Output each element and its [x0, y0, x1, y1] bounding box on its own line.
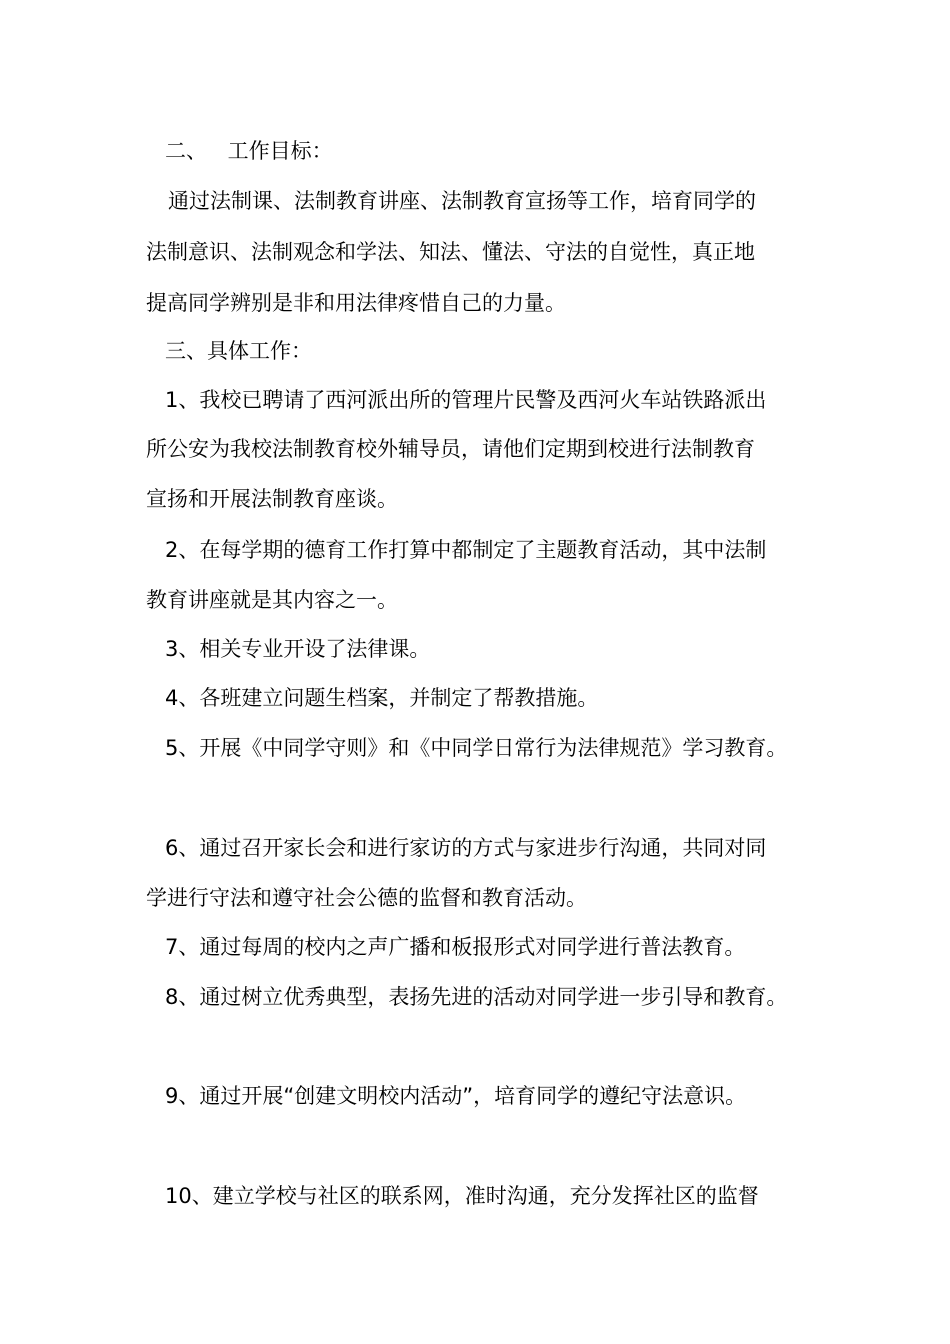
list-item-line: 8、通过树立优秀典型，表扬先进的活动对同学进一步引导和教育。 [165, 985, 788, 1009]
list-item-line: 6、通过召开家长会和进行家访的方式与家进步行沟通，共同对同 [165, 836, 767, 860]
list-item-line: 2、在每学期的德育工作打算中都制定了主题教育活动，其中法制 [165, 538, 767, 562]
list-item-line: 7、通过每周的校内之声广播和板报形式对同学进行普法教育。 [165, 935, 746, 959]
list-item-line: 所公安为我校法制教育校外辅导员，请他们定期到校进行法制教育 [146, 437, 755, 461]
paragraph-line: 通过法制课、法制教育讲座、法制教育宣扬等工作，培育同学的 [168, 189, 756, 213]
list-item-line: 4、各班建立问题生档案，并制定了帮教措施。 [165, 686, 599, 710]
list-item-line: 3、相关专业开设了法律课。 [165, 637, 431, 661]
paragraph-line: 法制意识、法制观念和学法、知法、懂法、守法的自觉性，真正地 [146, 240, 755, 264]
paragraph-line: 提高同学辨别是非和用法律疼惜自己的力量。 [146, 291, 566, 315]
list-item-line: 1、我校已聘请了西河派出所的管理片民警及西河火车站铁路派出 [165, 388, 767, 412]
list-item-line: 9、通过开展“创建文明校内活动”，培育同学的遵纪守法意识。 [165, 1084, 747, 1108]
list-item-line: 学进行守法和遵守社会公德的监督和教育活动。 [146, 886, 587, 910]
list-item-line: 10、建立学校与社区的联系网，准时沟通，充分发挥社区的监督 [165, 1184, 759, 1208]
list-item-line: 5、开展《中同学守则》和《中同学日常行为法律规范》学习教育。 [165, 736, 788, 760]
section-heading-goals: 二、 工作目标： [165, 139, 333, 163]
section-heading-tasks: 三、具体工作： [165, 339, 312, 363]
list-item-line: 宣扬和开展法制教育座谈。 [146, 487, 398, 511]
list-item-line: 教育讲座就是其内容之一。 [146, 588, 398, 612]
